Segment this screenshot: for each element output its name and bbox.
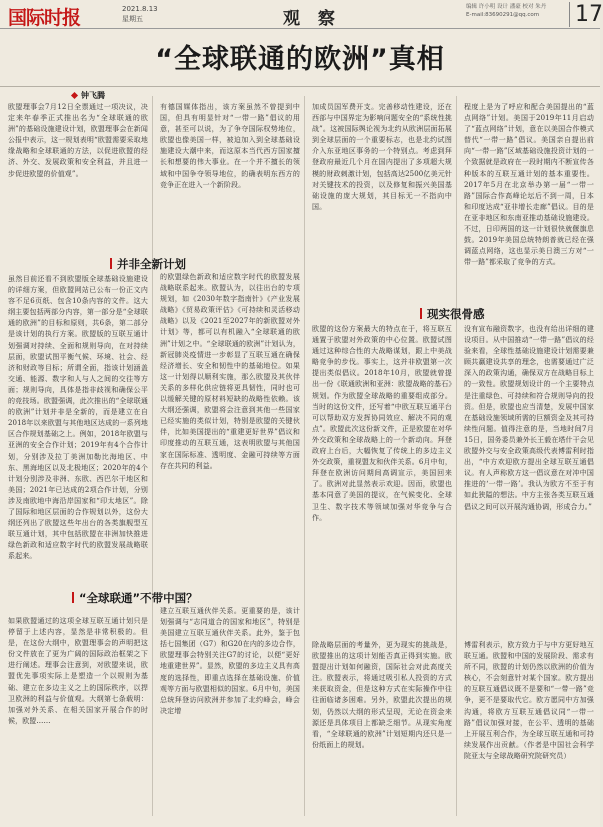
article-headline: “全球联通的欧洲”真相: [155, 44, 445, 75]
article-paragraph: 如果欧盟通过的这项全球互联互通计划只是停留于上述内容，显然是非常积极的。但是，在这份大纲中，欧盟理事会的声明把这份文件放在了更为广阔的国际政治框架之下进行阐述。理事会注意到，对欧盟来说，欧盟优先事项实际上是塑造一个以规则为基础、建立在多边主义之上的国际秩序，以捍卫欧洲的利益与价值观。大纲第七条载明：加强对外关系、在相关国家开展合作的时候，欧盟……: [8, 617, 148, 725]
byline: [72, 90, 105, 101]
newspaper-logo: 国际时报: [8, 7, 81, 29]
article-paragraph: 欧盟的这份方案最大的特点在于，将互联互通置于欧盟对外政策的中心位置。欧盟试图通过这种综合性的大战略谋划，跟上中美战略竞争的步伐。事实上，这并非欧盟第一次提出类似倡议。2018年10月，欧盟就曾提出一份《联通欧洲和亚洲：欧盟战略的基石》规划。作为欧盟全球战略的重要组成部分。当时的这份文件，还写着“中欧互联互通平台可以帮助双方发挥协同效应、解决不同的观点”。欧盟此次这份新文件，正是欧盟在对华外交政策和全球战略上的一个新动向。拜登政府上台后，大幅恢复了传统上的多边主义外交政策，重视盟友和伙伴关系。6月中旬，拜登在欧洲访问期间高调宣示，美国回来了。欧洲对此显然表示欢迎。因而，欧盟也基本同意了美国的提议，在气候变化、全球卫生、数字技术等领域加强对华竞争与合作。: [312, 325, 452, 522]
subhead-marker: [72, 592, 74, 603]
subhead-not-new-plan: [110, 256, 186, 272]
issue-date: [122, 4, 158, 24]
editor-credits: [466, 3, 561, 19]
column-divider: [152, 96, 153, 816]
issue-weekday: 星期五: [122, 15, 143, 23]
article-paragraph: 除战略层面的考量外，更为现实的挑战是，欧盟推出的这项计划能否真正得到实施。欧盟提出计划如何融资，国际社会对此高度关注。欧盟表示，将通过吸引私人投资的方式来获取资金，但是这种方式在实际操作中往往面临诸多困难。另外，欧盟此次提出的规划，仍然以大纲的形式呈现，无论在资金来源还是具体项目上都缺乏细节。从现实角度看，“全球联通的欧洲”计划短期内还只是一份纸面上的规划。: [312, 641, 452, 749]
article-paragraph: 程度上是为了呼应和配合美国提出的“蓝点网络”计划。美国于2019年11月启动了“蓝点网络”计划，意在以美国合作模式替代“一带一路”倡议。美国亲自提出前向“一带一路”区域基础设施投资计划的一个致据就是政府在一段时期内不断宣传各种版本的互联互通计划的基本重要性。2017年5月在北京举办第一届“一带一路”国际合作高峰论坛后不到一周，日本和印度达成“亚非增长走廊”倡议。目的是在亚非地区和东南亚推动基础设施建设。不过，日印两国的这一计划很快就偃旗息鼓。2019年美国总统特朗普就已经在强调蓝点网络，这也显示美日澳三方对“一带一路”都采取了竞争的方式。: [464, 103, 594, 267]
subhead-text: 现实很骨感: [427, 307, 485, 321]
subhead-text: “全球联通”不带中国？: [79, 591, 198, 605]
column-divider: [456, 96, 457, 816]
byline-marker-icon: [71, 92, 78, 99]
article-paragraph: 虽然目前还看不到欧盟版全球基础设施建设的详细方案，但欧盟网站已公布一份正文内容不足6页纸、包含10条内容的文件。这大纲主要包括两部分内容，第一部分是“全球联通的欧洲”的目标和原则，共6条，第二部分是该计划的执行方案。欧盟版的互联互通计划强调对持续、全面和规则导向，在对持续层面，欧盟试图平衡气候、环境、社会、经济和财政等目标；所谓全面，指该计划涵盖交通、能源、数字和人与人之间的交往等方面；规则导向，具体是指非歧视和确保公平的竞技场。欧盟强调，此次推出的“全球联通的欧洲”计划并非是全新的，而是建立在自2018年以来欧盟与其他地区达成的一系列地区合作规划基础之上。例如，2018年欧盟与亚洲的安全合作计划；2019年有4个合作计划，分别涉及拉丁美洲加勒比海地区、中东、黑海地区以及北极地区；2020年的4个计划分别涉及非洲、东欧、西巴尔干地区和美国；2021年已达成的2项合作计划，分别涉及南欧地中海沿岸国家和“印太地区”。除了国际和地区层面的合作规划以外，这份大纲还列出了欧盟这些年出台的各类旗舰型互联互通计划，其中包括欧盟在非洲加快推进绿色新政和适应数字时代的欧盟发展战略联系起来。: [8, 275, 148, 561]
page-number: 17: [569, 2, 603, 27]
section-title: 观 察: [283, 9, 341, 29]
masthead: [0, 0, 603, 29]
subhead-marker: [420, 308, 422, 319]
headline-rule: [0, 86, 600, 87]
article-paragraph: 的欧盟绿色新政和适应数字时代的欧盟发展战略联系起来。欧盟认为，以往出台的专项规划，如《2030年数字指南针》《产业发展战略》《贸易政策评估》《可持续和灵活移动战略》以及《2021至2027年的新欧盟对外计划》等，都可以有机融入“全球联通的欧洲”计划之中。“全球联通的欧洲”计划认为，新冠肺炎疫情进一步彰显了互联互通在确保经济增长、安全和韧性中的基础地位。如果这一计划得以顺利实施，那么欧盟及其伙伴关系的多样化供应链将更具韧性，同时也可以缓解关键的原材料短缺的战略性依赖。该大纲还强调，欧盟将会注意到其他一些国家已经实施的类似计划，特别是欧盟的关键伙伴，比如美国提出的“重建更好世界”倡议和印度推动的互联互通，这表明欧盟与其他国家在国际标准、透明度、金融可持续等方面存在共同的利益。: [160, 273, 300, 470]
subhead-marker: [110, 258, 112, 269]
subhead-without-china: [72, 590, 198, 606]
issue-date-value: 2021.8.13: [122, 5, 158, 13]
editor-email: E-mail:83690291@qq.com: [466, 12, 540, 18]
author-name: 钟飞腾: [81, 91, 105, 100]
article-paragraph: 加成员国军费开支。完善移动性建设，还在西部与中国界定为影响问题安全的“系统性挑战”。这被国际舆论视为北约从欧洲层面拓展到全球层面的一个重要标志，也是北约试图介入东亚地区事务的一个特别点。考虑到拜登政府最近几个月在国内提出了多项超大规模的财政刺激计划，包括高达2500亿美元针对关键技术的投资，以及修复和振兴美国基础设施的庞大规划，其目标无一不指向中国。: [312, 103, 452, 211]
subhead-text: 并非全新计划: [117, 257, 186, 271]
article-paragraph: 有德国媒体指出，该方案虽然不曾提到中国，但具有明显针对“一带一路”倡议的用意，甚至可以说，为了争夺国际权势地位，欧盟也像美国一样，被迫加入到全球基础设施建设大潮中来，而这原本当代西方国家擅长和想要的伟大事业。在一个并不擅长的领域和中国争夺领导地位，的确表明东西方的竞争正在进入一个新阶段。: [160, 103, 300, 189]
column-divider: [304, 96, 305, 816]
article-paragraph: 博雷利表示，欧方致力于与中方更好地互联互通。欧盟和中国的发展阶段、需求有所不同，欧盟的计划仍然以欧洲的价值为核心，不会刻意针对某个国家。欧方提出的互联互通倡议既不是要和“一带一路”竞争，更不是要取代它。欧方愿同中方加强沟通，将欧方互联互通倡议同“一带一路”倡议加强对接，在公平、透明的基础上开展互利合作，为全球互联互通和可持续发展作出贡献。（作者是中国社会科学院亚太与全球战略研究院研究员）: [464, 641, 594, 760]
article-paragraph: 没有宣布融资数字，也没有给出详细的建设项目。从中国推动“一带一路”倡议的经验来看，全球性基础设施建设计划需要兼顾共赢建设共享的理念，也需要通过广泛深入的政策沟通，确保双方在战略目标上的一致性。欧盟规划设计的一个主要特点是注重绿色、可持续和符合规则导向的投资。但是，欧盟也应当清楚，发展中国家在基础设施领域所需的巨额资金及其可持续性问题。值得注意的是，当地时间7月15日，国务委员兼外长王毅在塔什干会见欧盟外交与安全政策高级代表博雷利时指出，“中方欢迎欧方提出全球互联互通倡议。有人声称欧方这一倡议意在对冲中国推进的‘一带一路’。我认为欧方不至于有如此狭隘的想法。中方主张各类互联互通倡议之间可以开展沟通协调，形成合力。”: [464, 325, 594, 511]
article-paragraph: 欧盟理事会7月12日全票通过一项决议，决定来年春季正式推出名为“全球联通的欧洲”的基础设施建设计划，欧盟理事会在新闻公报中表示，这一规划表明“欧盟需要采取地缘战略和全球联通的方法，以促进欧盟的经济、外交、发展政策和安全利益，并且进一步促进欧盟的价值观”。: [8, 103, 148, 178]
editor-names: 编辑 许小明 设计 潘豪 校对 朱丹: [466, 4, 547, 10]
subhead-reality: [420, 306, 485, 322]
article-paragraph: 建立互联互通伙伴关系。更重要的是，该计划强调与“志同道合的国家和地区”，特别是美国建立互联互通伙伴关系。此外，鉴于包括七国集团（G7）和G20在内的多边合作，欧盟理事会特别关注G7的讨论，以便“更好地重建世界”。显然，欧盟的多边主义具有高度的选择性，即重点选择在基础设施、价值观等方面与欧盟相似的国家。6月中旬，美国总统拜登访问欧洲并参加了北约峰会，峰会决定增: [160, 607, 300, 715]
